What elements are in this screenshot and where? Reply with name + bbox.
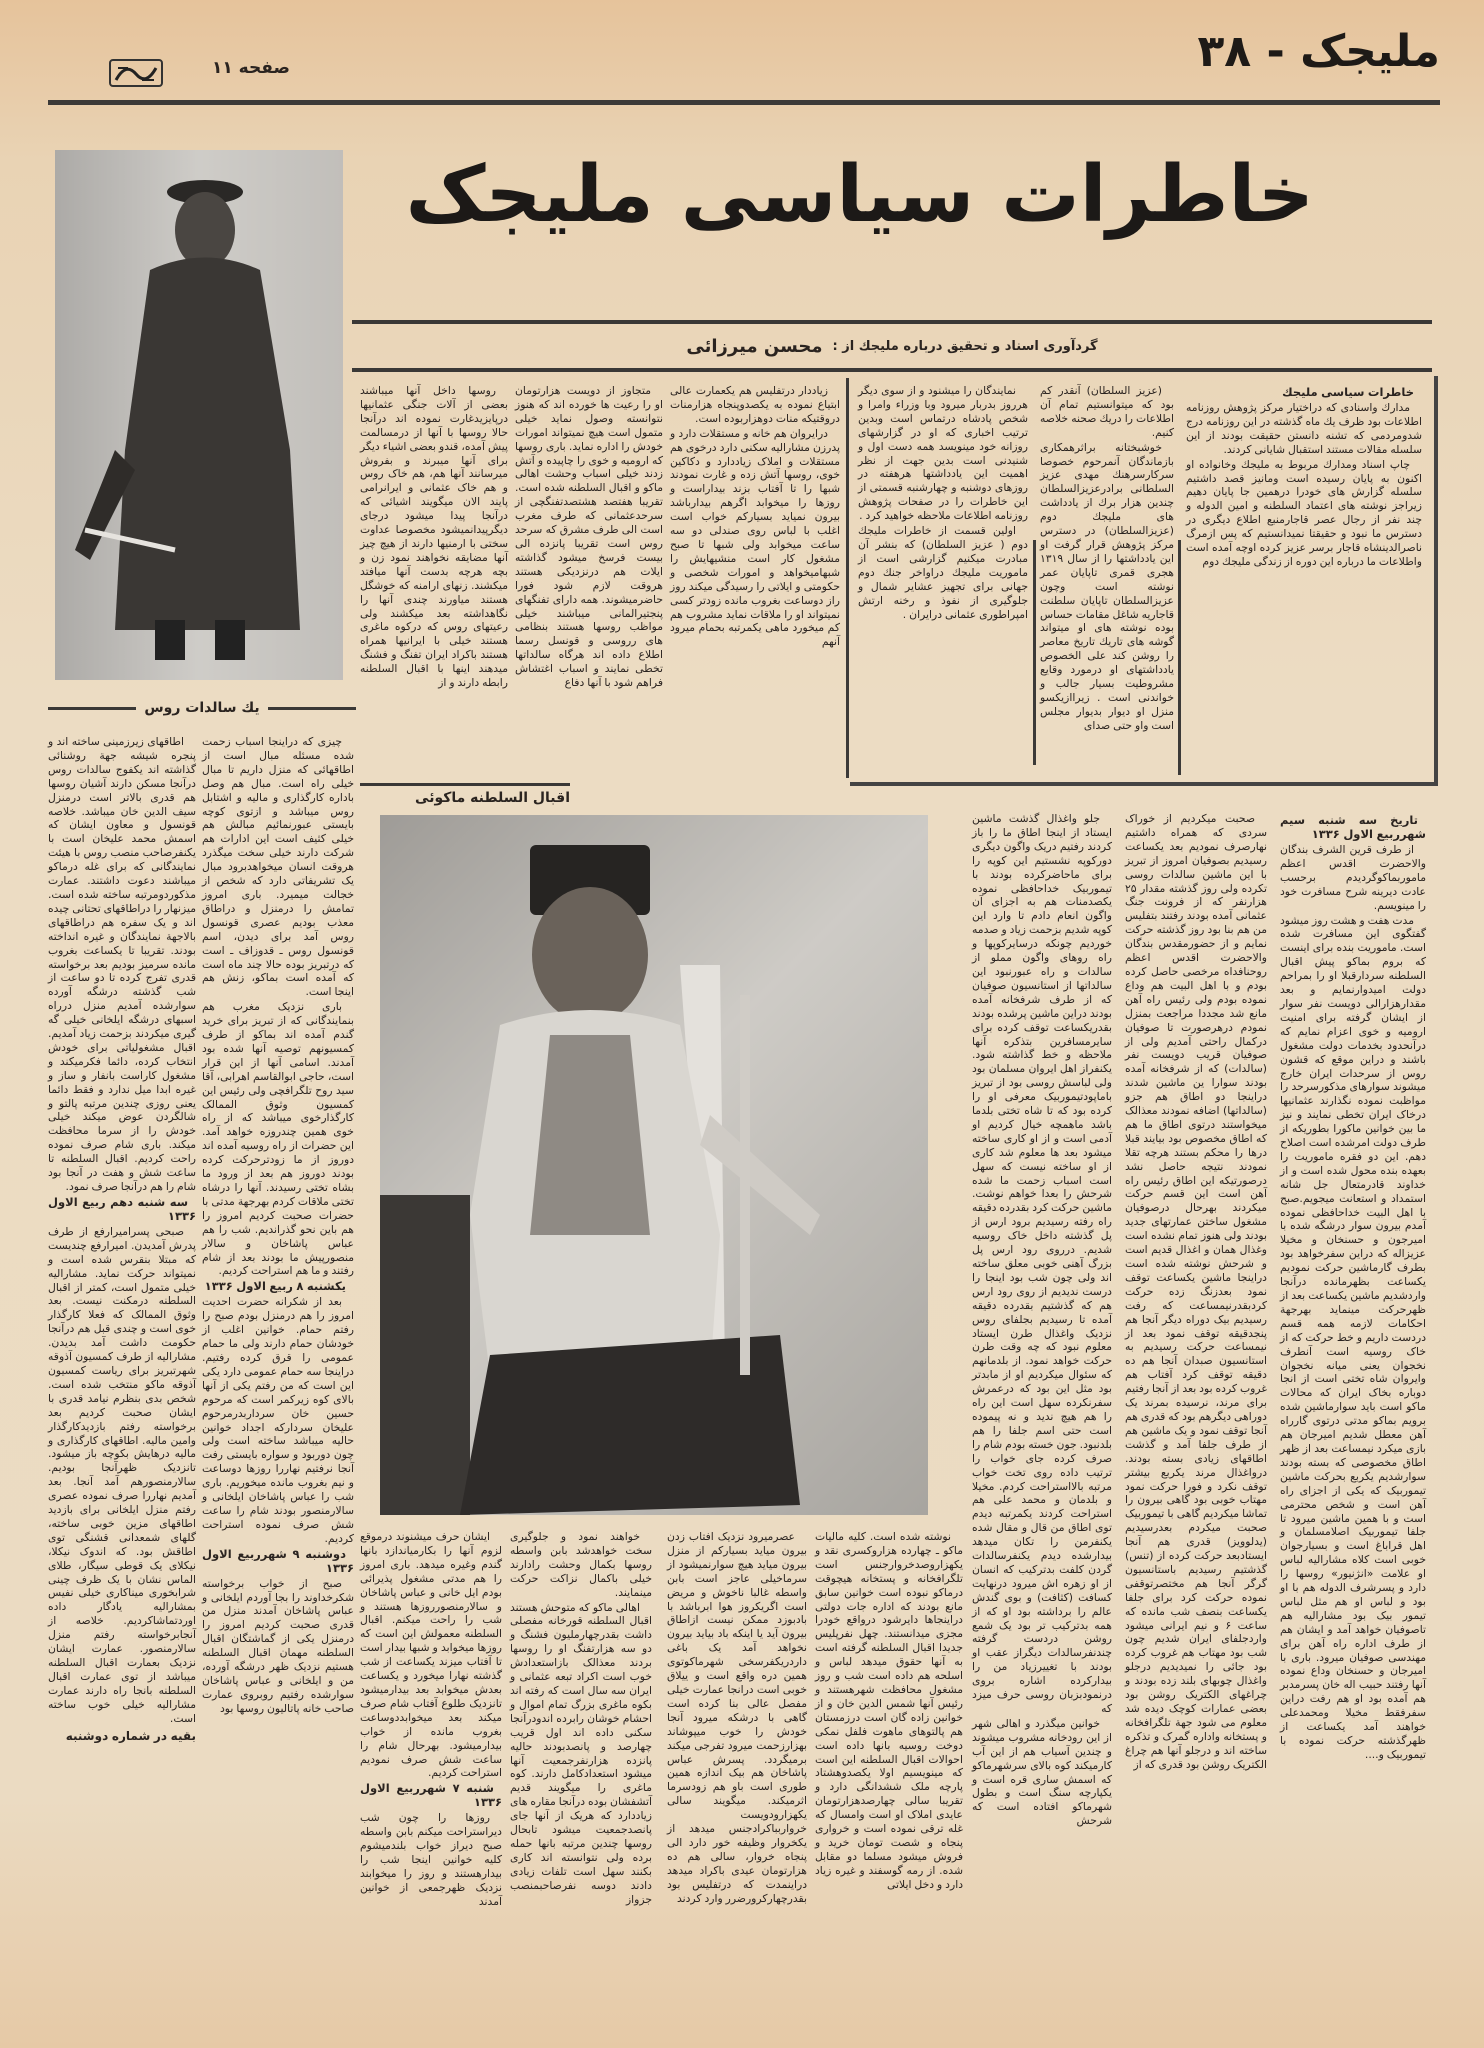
byline (352, 320, 1432, 372)
paragraph: اطاقهای زیرزمینی ساخته اند و پنجره شیشه جهة روشنائی گذاشته اند یکفوج سالدات روس درآنجا مسکن دارند آشیان روسها هم قدری بالاتر است درمنزل سیف الدین خان میباشد. خلاصه قونسول و معاون ایشان که اسمش محمد علیخان است با یکنفرصاحب منصب روس با هیئت نمایندگانی که برای غله درماکو میباشند دعوت داشتند. عمارت مذکوردومرتبه ساخته شده است. میزنهار را دراطاقهای تحتانی چیده اند و یک سفره هم دراطاقهای بالاجهة نمایندگان و غیره انداخته بودند. تقریبا تا یکساعت بغروب مانده سرمیز بودیم بعد برخواسته قدری تفرج کرده تا دو ساعت از شب گذشته درشگه آورده سوارشده آمدیم منزل درراه اسبهای درشگه ایلخانی خیلی گه گیری میکردند بزحمت زیاد آمدیم. اقبال مشغولیاتی برای خودش انتخاب کرده، دائما فکرمیکند و مشغول کاراست بانفار و ساز و غیره ابدا میل ندارد و فقط دائما یعنی روزی چندین مرتبه پالتو و شالگردن عوض میکند خیلی خودش را از سرما محافظت میکند. باری شام صرف نموده راحت کردیم. اقبال السلطنه تا ساعت شش و هفت در آنجا بود شام را هم درآنجا صرف نمود. (48, 735, 196, 1193)
paragraph: چاپ اسناد ومدارك مربوط به ملیجك وخانواده او اکنون به پایان رسیده است ومانیز قصد داشتیم سلسله گزارش های خودرا درهمین جا پایان دهیم زیراجز نوشته های اعتماد السلطنه و امین الدوله و چند نفر از رجال عصر قاجارمنبع اطلاع دیگری در دسترس ما نبود و حقیقتا نمیدانستیم که پس ازمرگ ناصرالدینشاه قاجار برسر عزیز کرده اوچه آمده است واطلاعات ما درباره این دوره از زندگی ملیجك دوم (1186, 457, 1422, 568)
newspaper-logo (108, 54, 164, 92)
seated-official-portrait-icon (380, 815, 928, 1515)
paragraph: خواهند نمود و جلوگیری سخت خواهدشد بابن واسطه روسها بکمال وحشت رادارند خیلی باکمال نزاکت حرکت مینمایند. (510, 1530, 652, 1599)
portrait-photo-caption: اقبال السلطنه ماکوئی (360, 783, 570, 806)
paragraph: صبح از خواب برخواسته شکرخداوند را بجا آوردم ایلخانی و عباس پاشاخان آمدند منزل من قدری صحبت کردیم امروز را درمنزل یکی از گماشتگان اقبال السلطنه مهمان اقبال السلطنه هستیم نزدیک ظهر درشگه آورده، من و ایلخانی و عباس پاشاخان سوارشده رفتیم روبروی عمارت صاحب خانه پاتالیون روسها بود (202, 1576, 354, 1715)
paragraph: ایشان حرف میشنوند درموقع لزوم آنها را بکارمیاندازد بانها گندم وغیره میدهد. باری امروز را هم مدتی مشغول پذیرائی بودم ایل خانی و عباس پاشاخان و سالارمنصورروزها هستند و شب را راحت میکنم. اقبال السلطنه معمولش این است که روزها میخوابد و شبها بیدار است تا آفتاب میزند یکساعت از شب گذشته نهارا میخورد و یکساعت بعدش میخوابد بعد بیدارمیشود تانزدیک طلوع آفتاب شام صرف میکند بعد میخوابددوساعت بغروب مانده از خواب بیدارمیشود. بهرحال شام را ساعت شش صرف نمودیم استراحت کردیم. (360, 1530, 502, 1780)
upper-column-b (515, 384, 663, 691)
column-heading: تاریخ سه شنبه سیم شهرربیع الاول ۱۳۳۶ (1280, 813, 1426, 841)
paragraph: نمایندگان را میشنود و از سوی دیگر هرروز بدربار میرود وبا وزراء وامرا و شخص پادشاه درتماس است وبدین ترتیب اخباری که او در گزارشهای روزانه خود مینویسد همه دست اول و شنیدنی است بدین جهت از نظر اهمیت این یادداشتها هرهفته در روزهای دوشنبه و چهارشنبه قسمتی از این خاطرات را در صفحات پژوهش روزنامه اطلاعات ملاحظه خواهید کرد . (858, 384, 1028, 523)
paragraph: باری نزدیک مغرب هم بنمایندگانی که از تبریز برای خرید گندم آمده اند بماکو از طرف کمسیونهم توصیه آنها شده بود آمدند. اسامی آنها از این قرار است، حاجی ابوالقاسم اهرابی، آقا سید روح تلگرافچی ولی رئیس این کمسیون وثوق الممالک کارگذارخوی میباشد که از راه خوی همین چندروزه خواهد آمد. این حضرات از راه روسیه آمده اند دوروز از ما زودترحرکت کرده بودند دوروز هم بعد از ورود ما بشاه تختی رسیدند. آنها را درشاه تختی ملاقات کردم بهرجهة مدتی با حضرات صحبت کردیم امروز را هم باین نحو گذراندیم. شب را هم عباس پاشاخان و سالار منصورپیش ما بودند بعد از شام رفتند و ما هم استراحت کردیم. (202, 1000, 354, 1278)
column-heading: یکشنبه ۸ ربیع الاول ۱۳۳۶ (204, 1279, 346, 1294)
column-divider (1033, 540, 1036, 765)
paragraph: جلو واغذال گذشت ماشین ایستاد از اینجا اطاق ما را باز کردند رفتیم دریک واگون دیگری دورکوپه نشستیم این کوپه را برای ماحاضرکرده بودند با تیموربیک خداحافظی نموده یکصدمنات هم به اجزای آن واگون انعام دادم تا وارد این کوپه شدیم بزحمت زیاد و صدمه خوردیم چونکه درسایرکوپها و راه روهای واگون مملو از سالدات و راه عبورنبود این سالداتها از استانسیون صوفیان که از طرف شرفخانه آمده بودند دراین ماشین پرشده بودند بقدریکساعت توقف کرده برای سایرمسافرین بتذکره آنها ملاحظه و خط گذاشته شود. یکنفراز اهل ایروان مسلمان بود ولی لباسش روسی بود از تبریز باماپودتیموربیک معرفی او را کرده بود که تا شاه تختی بلدما باشد ماهمچه خیال کردیم او آدمی است و از او کاری ساخته میشود بعد ها معلوم شد کاری از او ساخته نیست که سهل است اسباب زحمت ما شده شرحش را بعدا خواهم نوشت. ماشین حرکت کرد بقدرده دقیقه راه رفته رسیدیم برود ارس از پل گذشته داخل خاک روسیه شدیم. درروی رود ارس پل بزرگ آهنی خوبی معلق ساخته اند ولی چون شب بود اینجا را درست ندیدیم از روی رود ارس هم که گذشتیم بقدرده دقیقه آمده تا رسیدیم بجلفای روس نزدیک واغذال طرن ایستاد معلوم نبود که چه وقت طرن حرکت خواهد نمود. از بلدمانهم که سئوال میکردیم او از مابدتر بود مثل این بود که درعمرش سفرنکرده سهل است این راه را هم هیچ ندید و نه پیموده است حتی اسم جلفا را هم بلدنبود. جون خسته بودم شام را صرف کرده جای خواب را ترتیب داده روی تخت خواب مرتبه بالااستراحت کردم. مخیلا و بلدمان و محمد علی هم استراحت کردند یکمرتبه دیدم توی اطاق من قال و مقال شده یکنفرمن را تکان میدهد بیدارشده دیدم یکنفرسالدات گردن کلفت بدترکیب که انسان از او زهره اش میرود درنهایت کسافت (کثافت) و بوی گندش عالم را برداشته بود او که از همه بدترکیب تر بود یک شمع روشن دردست گرفته چندنفرسالدات دیگراز عقب او بودند با تغییرزیاد من را بیدارکرده اشاره بروی درنمودبزبان روسی حرف میزد که (972, 812, 1112, 1715)
caption-text: یك سالدات روس (144, 700, 260, 716)
caption-rule (48, 707, 136, 710)
paragraph: از طرف قرین الشرف بندگان والاحضرت اقدس اعظم ماموربماکوگردیدم برحسب عادت دیرینه شرح مسافرت خود را مینویسم. (1280, 843, 1426, 912)
paragraph: خوانین میگذرد و اهالی شهر از این رودخانه مشروب میشوند و چندین آسیاب هم از این آب کارمیکند کوه بالای سرشهرماکو که اسمش ساری قره است و یکپارچه سنگ است و بطول شهرماکو افتاده است که شرحش (972, 1716, 1112, 1828)
paragraph: صحبت میکردیم از خوراک سردی که همراه داشتیم نهارصرف نمودیم بعد یکساعت رسیدیم بصوفیان امروز از تبریز با این ماشین سالدات روسی تکرده ولی روز گذشته مقدار ۲۵ هزارنفر که از فرونت جنگ عثمانی آمده بودند رفتند بتفلیس من هم بنا بود روز گذشته حرکت نمایم و از حضورمقدس بندگان والاحضرت اقدس اعظم روحنافداه مرخصی حاصل کرده بودم و با اهل البیت هم وداع نموده بودم ولی رئیس راه آهن مانع شد مجددا مراجعت بمنزل نمودم درهرصورت تا صوفیان درکمال راحتی آمدیم ولی از صوفیان قریب دویست نفر (سالدات) که از شرفخانه آمده بودند سوارا ین ماشین شدند دراینجا دو اطاق هم جزو (سالداتها) اضافه نمودند معذالک میخواستند درتوی اطاق ما هم که اطاق مخصوص بود بیایند قبلا درها را محکم بستند هرچه تقلا نمودند نتیجه حاصل نشد درصورتیکه این اطاق رئیس راه آهن است این قسم حرکت میکردند بهرحال درصوفیان مشغول ساختن عمارتهای جدید بودند ولی هنوز تمام نشده است وغذال همان و اغذال قدیم است و شرحش نوشته شده است دراینجا ماشین یکساعت توقف نمود بعدزنگ زده حرکت کردبقدرنیمساعت که رفت رسیدیم بیک دوراه دیگر آنجا هم پنجدقیقه توقف نمود بعد از نیمساعت حرکت رسیدیم به استانسیون صبدان آنجا هم ده دقیقه توقف کرد آفتاب هم غروب کرده بود بعد از آنجا رفتیم برای مرند، نرسیده بمرند یک دوراهی دیگرهم بود که قدری هم آنجا توقف نمود و یک ماشین هم از طرف جلفا آمد و گذشت اطاقهای زیادی بسته بودند. درواغذال مرند یکربع بیشتر توقف نکرد و فورا حرکت نمود مهتاب خوبی بود گاهی بیرون را تماشا میکردیم گاهی با تیموربیک صحبت میکردم بعدرسیدیم (یدلوویز) قدری هم آنجا ایستادبعد حرکت کرده از (تنس) گذشتیم رسیدیم باستانسیون گرگر آنجا هم مختصرتوقفی نموده حرکت کرد برای جلفا یکساعت بنصف شب مانده که ساعت ۶ و نیم ایرانی میشود واردجلفای ایران شدیم چون شب بود مهتاب هم غروب کرده بود جائی را نمیدیدیم درجلو واغذال چوبهای بلند زده بودند و چراغهای الکتریک روشن بود بعضی عمارات کوچک دیده شد معلوم می شود جهة تلگرافخانه و پستخانه واداره گمرک و تذکره ساخته اند و درجلو آنها هم چراغ الکتریک روشن بود قدری که از (1125, 812, 1268, 1771)
intro-column-3 (858, 384, 1028, 622)
paragraph: اهالی ماکو که متوحش هستند اقبال السلطنه قورخانه مفصلی داشت بقدرچهارملیون فشنگ و دو سه هزارتفنگ او را روسها بردند معذالک بازاستعدادش خوب است اکراد تبعه عثمانی و ایران سه سال است که رفته اند بکوه ماغری بزرگ تمام اموال و احشام خوشان رابرده اندودرآنجا سکنی داده اند اول قریب چهارصد و پانصدبودند حالیه پانزده هزارنفرجمعیت آنها میشود استعدادکامل دارند. کوه ماغری را میگویند قدیم آتشفشان بوده درآنجا مقاره های زیاددارد که هریک از آنها جای پانصدجمعیت میشود تابحال روسها چندین مرتبه بانها حمله برده ولی نتوانسته اند کاری بکنند سهل است تلفات زیادی دادند دوسه نفرصاحبمنصب جزواز (510, 1600, 652, 1906)
continued-notice: بقیه در شماره دوشنبه (65, 1728, 196, 1743)
intro-column-1 (1186, 384, 1422, 570)
logo-emblem-icon (108, 54, 164, 92)
byline-label: گردآوری اسناد و تحقیق درباره ملیجك از : (832, 338, 1098, 354)
upper-column-c (360, 384, 508, 691)
lower-column-1 (360, 1530, 502, 1910)
right-column-3 (972, 812, 1112, 1829)
publication-name: ملیجک - ۳۸ (1197, 26, 1440, 77)
lower-column-3 (667, 1530, 807, 1906)
paragraph: چیزی که دراینجا اسباب زحمت شده مسئله مبال است از اطاقهائی که منزل داریم تا مبال خیلی راه است. مبال هم وصل باداره کارگذاری و مالیه و اشتابل روس میباشد و ازتوی کوچه بایستی عبورنمائیم مبالش هم خیلی کثیف است این ادارات هم شرکت دارند خیلی سخت میگذرد هروقت انسان میخواهدبرود مبال یک تشریفاتی دارد که شخص از خجالت میمیرد. باری امروز تمامش را درمنزل و دراطاق معذب بودیم عصری قونسول روس آمد برای دیدن، اسم قونسول روس ـ قدوزاف ـ است که درتبریز بوده حالا چند ماه است که آمده است بماکو، زنش هم اینجا است. (202, 735, 354, 999)
column-heading: شنبه ۷ شهرربیع الاول ۱۳۳۶ (360, 1781, 502, 1810)
left-column-outer (48, 735, 196, 1743)
paragraph: عصرمیرود نزدیک افتاب زدن بیرون میاید بسیارکم از منزل بیرون میاید هیچ سوارنمیشود از سرماخیلی عاجز است بابن واسطه غالبا ناخوش و مریض است اگریکروز هوا ابرباشد با بادبوزد ممکن نیست ازاطاق بیرون آید یا اینکه باد بیاید بیرون نخواهد آمد یک باغی داردریکفرسخی شهرماکوتوی همین دره واقع است و ییلاق خوبی است درانجا عمارت خیلی مفصل عالی بنا کرده است گاهی با درشکه میرود آنجا خودش را خوب میپوشاند بهزارزحمت میرود تفرجی میکند برمیگردد. پسرش عباس پاشاخان هم بیک اندازه همین طوری است باو هم زودسرما اثرمیکند. میگویند سالی یکهزارودویست خرواربباکرادجنس میدهد از یکخروار وظیفه خور دارد الی پنجاه خروار، سالی هم ده هزارتومان عیدی باکراد میدهد دراینمدت که درتفلیس بود بقدرچهارکرورضرر وارد کردند (667, 1530, 807, 1905)
upper-column-a (670, 384, 840, 650)
portrait-photo (380, 815, 928, 1515)
right-column-2 (1125, 812, 1267, 1773)
paragraph: روسها داخل آنها میباشند بعضی از آلات جنگی عثمانیها درپایزیدغارت نموده اند درآنجا حالا روسها با آنها از درمسالمت پیش آمده، قندو بعضی اشیاء دیگر برای آنها میبرند و بفروش میرسانند آنها هم، هم خاک روس و هم خاک عثمانی و ایرانرامی پایند الان میگویند اشیائی که درآنجا پیدا میشود درجای دیگرپیدانمیشود مخصوصا عداوت سختی با ارمنیها دارند از هیچ چیز آنها مضایقه نخواهند نمود زن و بچه هرچه بدست آنها میافتد میکشند. زنهای ارامنه که خوشگل هستند میاورند چندی آنها را نگاهداشته بعد میکشند ولی رعیتهای روس که درکوه ماغری هستند خیلی با ایرانیها همراه هستند باکراد ایران تفنگ و فشنگ میدهند اینها با اقبال السلطنه رابطه دارند و از (360, 384, 508, 690)
page-number: صفحه ۱۱ (212, 58, 290, 78)
lower-column-2 (510, 1530, 652, 1907)
paragraph: اولین قسمت از خاطرات ملیجك دوم ( عزیز السلطان) که بنشر آن مبادرت میکنیم گزارشی است از ماموریت ملیجك دراواخر جنك دوم جهانی برای تجهیز عشایر شمال و جلوگیری از نفوذ و رخنه ارتش امپراطوری عثمانی درایران . (858, 524, 1028, 621)
left-column-inner (202, 735, 354, 1717)
paragraph: بعد از شکرانه حضرت احدیت امروز را هم درمنزل بودم صبح را رفتم حمام. خوانین اغلب از خودشان حمام دارند ولی ما حمام عمومی را قرق کرده رفتیم. دراینجا سه حمام عمومی دارد یکی این است که من رفتم یکی از آنها بالای کوه زیرکمر است که مرحوم حسین خان سرداربدرمرحوم علیخان سردارکه اجداد خوانین حالیه میباشد ساخته است ولی چون دوربود و سواره بایستی رفت آنجا نرفتیم نهاررا روزها دوساعت و نیم بغروب مانده میخوریم. باری شب را عباس پاشاخان ایلخانی و سالارمنصور بودند شام را ساعت شش صرف نموده استراحت کردیم. (202, 1295, 354, 1545)
paragraph: درایروان هم خانه و مستقلات دارد و پدرزن مشارالیه سکنی دارد درخوی هم مستقلات و املاک زیاددارد و دکاکین خوی، روسها آتش زده و غارت نمودند شبها را تا آفتاب بزند بیداراست و روزها را میخوابد اگرهم بیدارباشد بیرون نمیاید بسیارکم خواب است اغلب با لباس روی صندلی دو سه ساعت میخوابد ولی شبها تا صبح مشغول کار است منشیهایش را شبهامیخواهد و امورات شخصی و حکومتی و ایلاتی را رسیدگی میکند روز راز دوساعت بغروب مانده زودتر کسی نمیتواند او را ملاقات نماید مشروب هم کم میخورد ماهی یکمرتبه بحمام میرود آنهم (670, 426, 840, 649)
paragraph: مدت هفت و هشت روز میشود گفتگوی این مسافرت شده است. ماموریت بنده برای اینست که بروم بماکو پیش اقبال السلطنه سردارقبلا او را بمراحم دولت امیدوارنمایم و بعد مقدارهزارالی دویست نفر سوار از ایشان گرفته برای امنیت ارومیه و خوی اعزام نمایم که درآنحدود بخدمات دولت مشغول باشند و دراین موقع که قشون روس از سرحدات ایران خارج میشوند سوارهای مذکورسرحد را مواظبت نموده نگذارند عثمانیها درخاک ایران تخطی نمایند و نیز ما بین خوانین ماکورا بطوریکه از طرف دولت امرشده است اصلاح دهم. این دو فقره ماموریت را بعهده بنده محول شده است و از خداوند قادرمتعال جل شانه استمداد و استعانت میجویم.صبح با اهل البیت خداحافظی نموده آمدم بیرون سوار درشگه شده با امیرجون و حسنخان و مخیلا عزیزاله که دراین سفرخواهد بود بطرف گارماشین حرکت نمودیم یکساعت بظهرمانده درآنجا واردشدیم ماشین یکساعت بعد از ظهرحرکت مینماید بهرجهة احکامات لازمه همه قسم دردست داریم و خط حرکت که از خاک روسیه است آنطرف نخجوان یعنی میانه نخجوان وایروان شاه تختی است از انجا دوباره بخاک ایران که محالات ماکو است باید سوارماشین شده برویم بماکو مدتی درتوی گارراه آهن معطل شدیم امیرجان هم بازی میکرد نیمساعت بعد از ظهر اطاق مخصوصی که بسته بودند سوارشدیم یکربع بحرکت ماشین تیموربیک که یکی از اجزای راه آهن است و شخص محترمی است و با همین ماشین میرود تا جلفا تیموربیک اصلامسلمان و اهل قراباغ است و بسیارجوان خوبی است کلاه مشارالیه لباس او علامت «انژنیور» روسها را دارد و پسرشرف الدوله هم با او بود و لباس او هم مثل لباس تیمور بیک بود مشارالیه هم تاصوفیان خواهد آمد و ایشان هم از طرف اداره راه آهن برای مهندسی صوفیان میرود. باری با امیرجان و حسنخان وداع نموده آنها رفتند حبیب اله خان پسرمدبر هم آمده بود او هم رفت دراین سفرفقط مخیلا ومحمدعلی خواهند آمد یکساعت از ظهرگذشته حرکت نموده با تیموربیک و.... (1280, 913, 1426, 1761)
paragraph: متجاوز از دویست هزارتومان او را رعیت ها خورده اند که هنوز نتوانسته وصول نماید خیلی متمول است هیچ نمیتواند امورات خودش را اداره نماید. باری روسها که ارومیه و خوی را چاپیده و آتش زدند خیلی اسباب وحشت اهالی ماکو و اقبال السلطنه شده است. تقریبا هفتصد هشتصدتفنگچی از سرحدعثمانی که طرف مغرب است الی طرف مشرق که سرحد روس است تقریبا پانزده الی بیست فرسخ میشود گذاشته ایلات هم درنزدیکی هستند هروقت لازم شود فورا حاضرمیشوند. همه دارای تفنگهای پنجتیرالمانی میباشند خیلی مواظب روسها هستند بنظامی های رروسی و قونسل رسما اطلاع داده اند هرگاه سالداتها تخطی نمایند و اسباب اغتشاش فراهم شود با آنها دفاع (515, 384, 663, 690)
column-heading: خاطرات سیاسی ملیجك (1282, 385, 1414, 399)
paragraph: خوشبختانه براثرهمکاری بازماندگان آنمرحوم خصوصا سرکارسرهنك مهدی عزیز السلطانی برادرعزیزالسلطان چندین هزار برك از یادداشت های ملیجك دوم (عزیزالسلطان) در دسترس مرکز پژوهش قرار گرفت او این یادداشتها را از سال ۱۳۱۹ هجری قمری تاپایان عمر نوشته است وچون عزیزالسلطان تاپایان سلطنت قاجاریه شاغل مقامات حساس بوده نوشته های او میتواند گوشه های تاریك تاریخ معاصر را روشن کند علی الخصوص یادداشتهای او درمورد وقایع مشروطیت بسیار جالب و خواندنی است . زیراازیکسو منزل او دیوار بدیوار مجلس است واو حتی صدای (1040, 440, 1174, 732)
caption-rule (268, 707, 356, 710)
paragraph: روزها را چون شب دیراستراحت میکنم بابن واسطه صبح دیراز خواب بلندمیشوم کلیه خوانین اینجا شب را بیدارهستند و روز را میخوابند نزدیک ظهرجمعی از خوانین آمدند (360, 1811, 502, 1908)
intro-column-2 (1040, 384, 1174, 734)
column-heading: سه شنبه دهم ربیع الاول ۱۳۳۶ (48, 1194, 196, 1223)
column-divider (846, 378, 849, 778)
soldier-photo-caption (48, 700, 356, 716)
paragraph: نوشته شده است. کلیه مالیات ماکو ـ چهارده هزاروکسری نقد و یکهزاروصدخروارجنس است تلگرافخانه و پستخانه هیچوقت درماکو نبوده است خوانین سابق مانع بودند که اداره جات دولتی دراینجاها دایرشود درواقع خودرا مجزی میدانستند. چهل نفرپلیس جدیدا اقبال السلطنه گرفته است به آنها حقوق میدهد لباس و اسلحه هم داده است شب و روز مشغول محافظت شهرهستند و رئیس آنها شمس الدین خان و از خوانین زاده گان است درزمستان هم پالتوهای ماهوت فلفل نمکی دوخت روسیه بانها داده است احوالات اقبال السلطنه این است که مینویسیم اولا یکصدوهشتاد پارچه ملک ششدانگی دارد و تقریبا سالی چهارصدهزارتومان عایدی املاک او است وامسال که غله ترقی نموده است و خرواری پنجاه و شصت تومان خرید و فروش میشود مسلما دو مقابل شده. از رمه گوسفند و غیره زیاد دارد و دخل ایلاتی (815, 1530, 963, 1891)
paragraph: (عزیز السلطان) آنقدر کم بود که میتوانستیم تمام آن اطلاعات را دریك صحنه خلاصه کنیم. (1040, 384, 1174, 439)
article-title: خاطرات سیاسی ملیجک (405, 150, 1314, 240)
header-rule (48, 100, 1440, 105)
paragraph: صبحی پسرامیرارفع از طرف پدرش آمدیدن. امیرارفع چندیست که مبتلا بنقرس شده است و نمیتواند حرکت نماید. مشارالیه خیلی متمول است، کمتر از اقبال السلطنه درمکنت نیست. بعد وثوق الممالک که فعلا کارگذار خوی است و چندی قبل هم درآنجا حکومت داشت آمد بدیدن. مشارالیه از طرف کمسیون آذوقه شهرتبریز برای ریاست کمسیون آذوقه ماکو منتخب شده است. شخص بدی بنظرم نیامد قدری با ایشان صحبت کردیم بعد برخواسته رفتم بازدیدکارگذار وامین مالیه. اطاقهای کارگذاری و مالیه درهایش بکوچه باز میشود. تانزدیک ظهرآنجا بودیم. سالارمنصورهم آمد آنجا. بعد آمدیم نهاررا صرف نموده عصری رفتم منزل ایلخانی برای بازدید اطاقهای مزین خوبی ساخته، گلهای شمعدانی قشنگی توی اطاقش بود. که اندوک نیکلا، نیکلای یک قوطی سیگار، طلای الماس نشان با یک ظرف چینی شرابخوری میناکاری خیلی نفیس بمشارالیه یادگار داده اوردتماشاکردیم. خلاصه از آنجابرخواسته رفتم منزل سالارمنصور. عمارت ایشان نزدیک بعمارت اقبال السلطنه میباشد از توی عمارت اقبال السلطنه بانجا راه دارند عمارت مشارالیه خیلی خوب ساخته است. (48, 1224, 196, 1725)
paragraph: مدارك واسنادی که دراختیار مرکز پژوهش روزنامه اطلاعات بود ظرف یك ماه گذشته در این روزنامه درج شدومردمی که تشنه دانستن حقیقت بودند از این سلسله مقالات مستند استقبال شایانی کردند. (1186, 401, 1422, 456)
right-column-1 (1280, 812, 1426, 1763)
column-heading: دوشنبه ۹ شهرربیع الاول ۱۳۳۶ (202, 1546, 354, 1575)
soldier-photo (55, 150, 343, 680)
russian-soldier-figure-icon (55, 150, 343, 680)
author-name: محسن میرزائی (686, 335, 823, 357)
column-divider (1178, 540, 1181, 775)
lower-column-4 (815, 1530, 963, 1893)
paragraph: زیاددار درتفلیس هم یکعمارت عالی ابتیاع نموده به یکصدوپنجاه هزارمنات دروقتیکه منات دوهزاربوده است. (670, 384, 840, 425)
